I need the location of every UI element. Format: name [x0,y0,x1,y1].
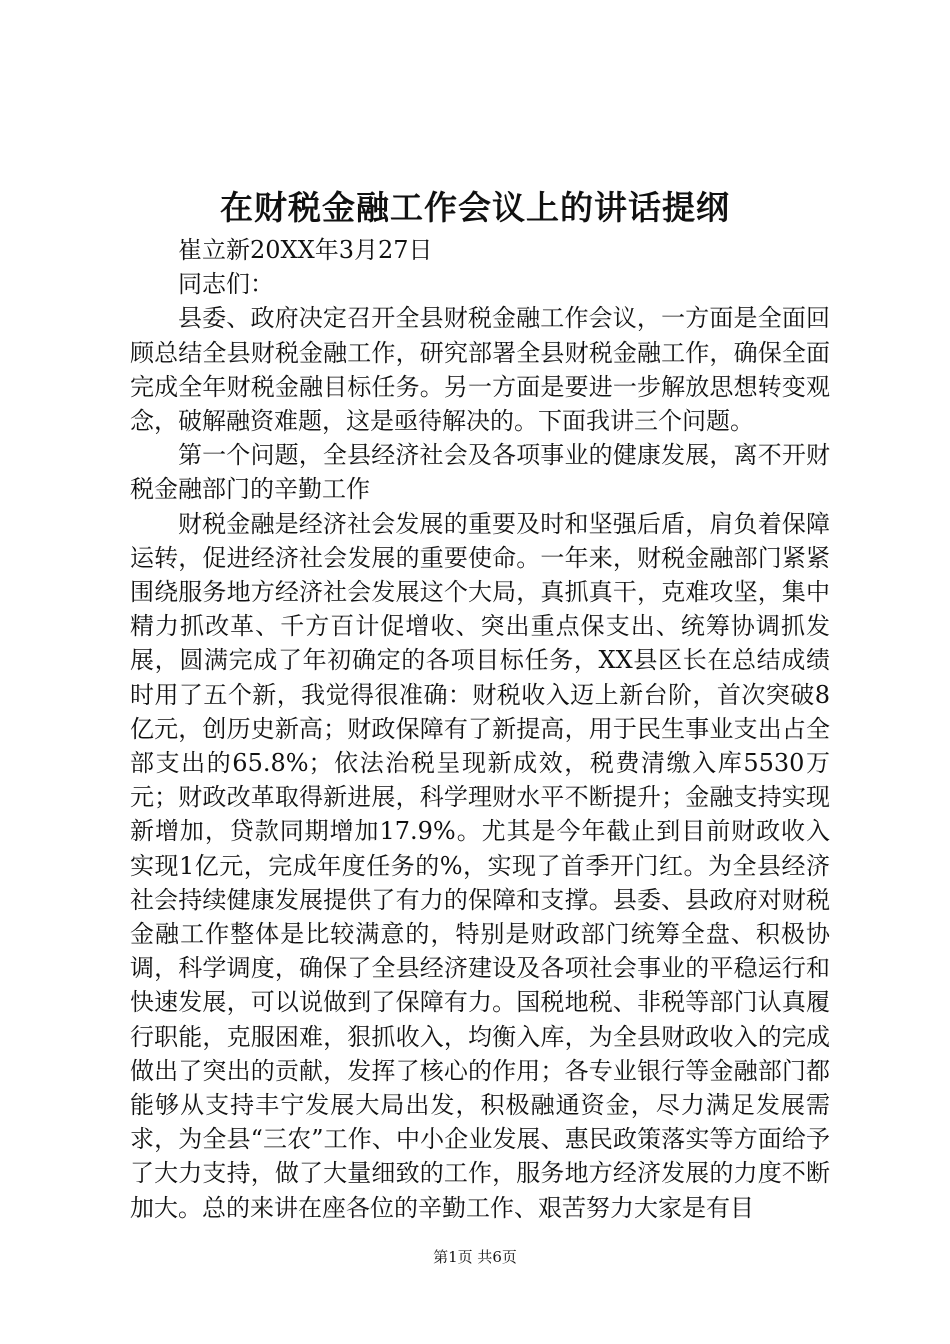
salutation: 同志们： [178,270,274,299]
page-footer: 第1页 共6页 [433,1248,517,1266]
document-title: 在财税金融工作会议上的讲话提纲 [220,188,730,227]
byline: 崔立新20XX年3月27日 [178,236,433,264]
document-body [130,233,830,1225]
paragraph-intro: 县委、政府决定召开全县财税金融工作会议，一方面是全面回顾总结全县财税金融工作，研究部署全县财税金融工作，确保全面完成全年财税金融目标任务。另一方面是要进一步解放思想转变观念，破解融资难题，这是亟待解决的。下面我讲三个问题。 [130,304,830,436]
paragraph-body-1: 财税金融是经济社会发展的重要及时和坚强后盾，肩负着保障运转，促进经济社会发展的重要使命。一年来，财税金融部门紧紧围绕服务地方经济社会发展这个大局，真抓真干，克难攻坚，集中精力抓改革、千方百计促增收、突出重点保支出、统筹协调抓发展，圆满完成了年初确定的各项目标任务，XX县区长在总结成绩时用了五个新，我觉得很准确：财税收入迈上新台阶，首次突破8亿元，创历史新高；财政保障有了新提高，用于民生事业支出占全部支出的65.8%；依法治税呈现新成效，税费清缴入库5530万元；财政改革取得新进展，科学理财水平不断提升；金融支持实现新增加，贷款同期增加17.9%。尤其是今年截止到目前财政收入实现1亿元，完成年度任务的%，实现了首季开门红。为全县经济社会持续健康发展提供了有力的保障和支撑。县委、县政府对财税金融工作整体是比较满意的，特别是财政部门统筹全盘、积极协调，科学调度，确保了全县经济建设及各项社会事业的平稳运行和快速发展，可以说做到了保障有力。国税地税、非税等部门认真履行职能，克服困难，狠抓收入，均衡入库，为全县财政收入的完成做出了突出的贡献，发挥了核心的作用；各专业银行等金融部门都能够从支持丰宁发展大局出发，积极融通资金，尽力满足发展需求，为全县“三农”工作、中小企业发展、惠民政策落实等方面给予了大力支持，做了大量细致的工作，服务地方经济发展的力度不断加大。总的来讲在座各位的辛勤工作、艰苦努力大家是有目 [130,509,830,1222]
paragraph-heading-1: 第一个问题，全县经济社会及各项事业的健康发展，离不开财税金融部门的辛勤工作 [130,441,830,504]
